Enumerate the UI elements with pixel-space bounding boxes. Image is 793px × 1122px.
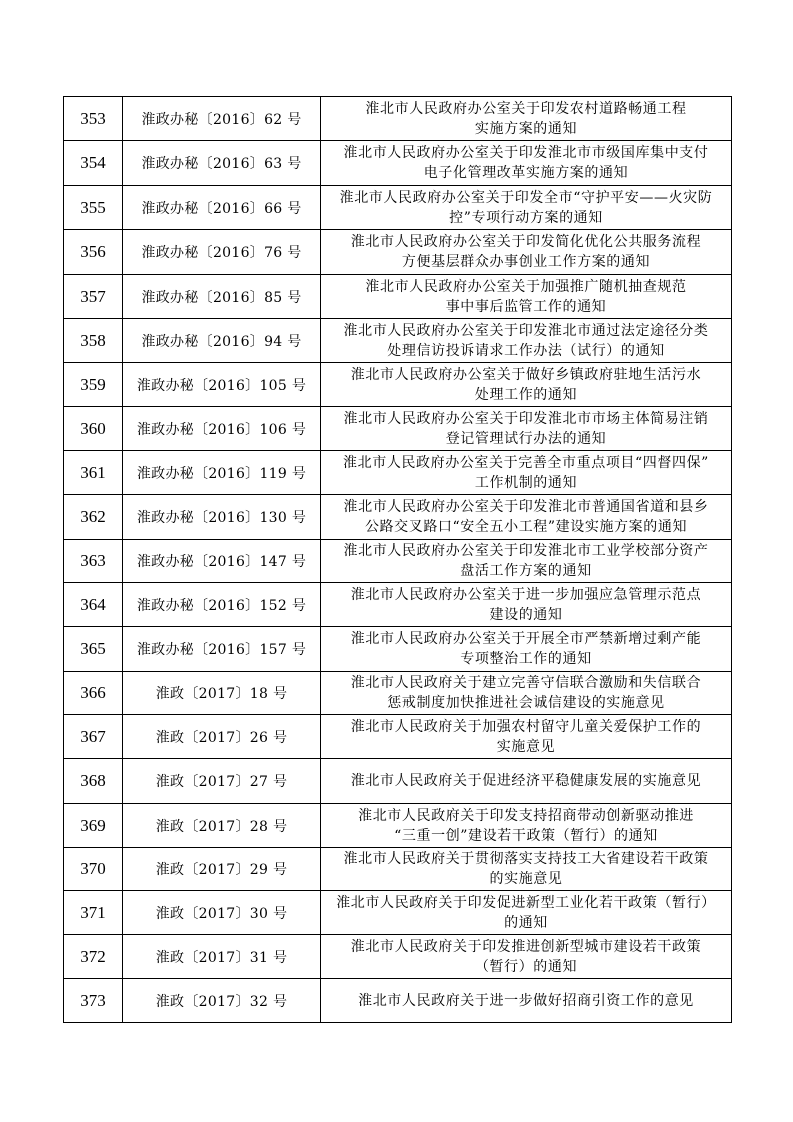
title-line: 淮北市人民政府关于进一步做好招商引资工作的意见 xyxy=(358,992,694,1009)
title-line: 方便基层群众办事创业工作方案的通知 xyxy=(401,254,651,270)
document-number: 淮政〔2017〕28 号 xyxy=(123,804,321,848)
document-number: 淮政办秘〔2016〕63 号 xyxy=(123,141,321,186)
title-line: 的实施意见 xyxy=(489,871,563,887)
title-line: 淮北市人民政府办公室关于加强推广随机抽查规范 xyxy=(365,278,687,295)
title-line: 淮北市人民政府关于印发支持招商带动创新驱动推进 xyxy=(358,807,694,824)
title-line: 登记管理试行办法的通知 xyxy=(445,430,607,447)
document-number: 淮政办秘〔2016〕62 号 xyxy=(123,97,321,141)
table-row xyxy=(64,495,732,540)
title-line: 淮北市人民政府关于贯彻落实支持技工大省建设若干政策 xyxy=(343,851,709,867)
document-number: 淮政〔2017〕27 号 xyxy=(123,759,321,804)
row-number: 369 xyxy=(64,804,123,848)
title-line: 淮北市人民政府关于促进经济平稳健康发展的实施意见 xyxy=(350,773,702,789)
title-line: 淮北市人民政府关于加强农村留守儿童关爱保护工作的 xyxy=(350,718,702,735)
row-number: 356 xyxy=(64,230,123,275)
document-number: 淮政办秘〔2016〕157 号 xyxy=(123,627,321,672)
document-title xyxy=(321,319,732,363)
title-line: 公路交叉路口“安全五小工程”建设实施方案的通知 xyxy=(364,519,688,535)
row-number: 362 xyxy=(64,495,123,540)
title-line: “三重一创”建设若干政策（暂行）的通知 xyxy=(394,827,658,844)
table-row xyxy=(64,583,732,627)
table-row xyxy=(64,935,732,979)
table-row xyxy=(64,672,732,715)
title-line: 淮北市人民政府办公室关于完善全市重点项目“四督四保” xyxy=(343,454,709,471)
table-row xyxy=(64,848,732,891)
document-title xyxy=(321,715,732,759)
document-number: 淮政办秘〔2016〕152 号 xyxy=(123,583,321,627)
row-number: 353 xyxy=(64,97,123,141)
title-line: 处理信访投诉请求工作办法（试行）的通知 xyxy=(387,342,665,359)
table-row xyxy=(64,319,732,363)
table-row xyxy=(64,451,732,495)
table-row xyxy=(64,540,732,583)
document-title xyxy=(321,230,732,275)
title-line: 淮北市人民政府关于印发促进新型工业化若干政策（暂行） xyxy=(336,894,716,911)
title-line: 专项整治工作的通知 xyxy=(460,651,592,667)
title-line: 淮北市人民政府办公室关于印发淮北市市场主体简易注销 xyxy=(343,410,709,427)
document-table xyxy=(63,96,732,1023)
document-number: 淮政办秘〔2016〕130 号 xyxy=(123,495,321,540)
document-number: 淮政〔2017〕29 号 xyxy=(123,848,321,891)
title-line: 实施方案的通知 xyxy=(474,120,578,137)
table-row xyxy=(64,275,732,319)
document-title xyxy=(321,935,732,979)
title-line: 淮北市人民政府办公室关于开展全市严禁新增过剩产能 xyxy=(350,631,702,647)
document-title xyxy=(321,583,732,627)
row-number: 355 xyxy=(64,186,123,230)
document-title xyxy=(321,891,732,935)
title-line: 盘活工作方案的通知 xyxy=(460,563,592,579)
document-number: 淮政〔2017〕18 号 xyxy=(123,672,321,715)
document-number: 淮政办秘〔2016〕94 号 xyxy=(123,319,321,363)
table-row xyxy=(64,804,732,848)
row-number: 357 xyxy=(64,275,123,319)
document-number: 淮政办秘〔2016〕147 号 xyxy=(123,540,321,583)
document-title xyxy=(321,451,732,495)
document-title xyxy=(321,759,732,804)
title-line: 淮北市人民政府办公室关于印发农村道路畅通工程 xyxy=(365,100,687,117)
row-number: 360 xyxy=(64,407,123,451)
document-title xyxy=(321,407,732,451)
title-line: 淮北市人民政府关于印发推进创新型城市建设若干政策 xyxy=(350,938,702,955)
table-body xyxy=(64,97,732,1023)
table-row xyxy=(64,759,732,804)
document-number: 淮政办秘〔2016〕76 号 xyxy=(123,230,321,275)
document-number: 淮政办秘〔2016〕119 号 xyxy=(123,451,321,495)
document-number: 淮政〔2017〕26 号 xyxy=(123,715,321,759)
document-number: 淮政办秘〔2016〕105 号 xyxy=(123,363,321,407)
table-row xyxy=(64,230,732,275)
title-line: 淮北市人民政府办公室关于印发淮北市普通国省道和县乡 xyxy=(343,499,709,515)
title-line: 事中事后监管工作的通知 xyxy=(445,298,607,315)
title-line: 惩戒制度加快推进社会诚信建设的实施意见 xyxy=(387,695,665,711)
row-number: 368 xyxy=(64,759,123,804)
title-line: 淮北市人民政府办公室关于做好乡镇政府驻地生活污水 xyxy=(350,366,702,383)
table-row xyxy=(64,363,732,407)
title-line: （暂行）的通知 xyxy=(474,958,578,975)
document-title xyxy=(321,804,732,848)
row-number: 358 xyxy=(64,319,123,363)
table-row xyxy=(64,141,732,186)
document-number: 淮政办秘〔2016〕85 号 xyxy=(123,275,321,319)
table-row xyxy=(64,407,732,451)
table-row xyxy=(64,891,732,935)
title-line: 淮北市人民政府办公室关于印发淮北市市级国库集中支付 xyxy=(343,145,709,161)
row-number: 367 xyxy=(64,715,123,759)
row-number: 363 xyxy=(64,540,123,583)
table-row xyxy=(64,715,732,759)
document-number: 淮政〔2017〕30 号 xyxy=(123,891,321,935)
table-row xyxy=(64,97,732,141)
title-line: 电子化管理改革实施方案的通知 xyxy=(423,165,629,181)
row-number: 359 xyxy=(64,363,123,407)
title-line: 淮北市人民政府办公室关于进一步加强应急管理示范点 xyxy=(350,586,702,603)
row-number: 366 xyxy=(64,672,123,715)
title-line: 工作机制的通知 xyxy=(474,474,578,491)
document-title xyxy=(321,363,732,407)
title-line: 控”专项行动方案的通知 xyxy=(449,209,603,226)
document-title xyxy=(321,97,732,141)
title-line: 处理工作的通知 xyxy=(474,386,578,403)
title-line: 建设的通知 xyxy=(489,606,563,623)
table-row xyxy=(64,979,732,1023)
document-title xyxy=(321,186,732,230)
row-number: 370 xyxy=(64,848,123,891)
document-title xyxy=(321,672,732,715)
document-number: 淮政〔2017〕31 号 xyxy=(123,935,321,979)
document-title xyxy=(321,979,732,1023)
row-number: 361 xyxy=(64,451,123,495)
row-number: 373 xyxy=(64,979,123,1023)
document-number: 淮政办秘〔2016〕106 号 xyxy=(123,407,321,451)
row-number: 371 xyxy=(64,891,123,935)
document-title xyxy=(321,495,732,540)
document-title xyxy=(321,627,732,672)
document-title xyxy=(321,275,732,319)
row-number: 365 xyxy=(64,627,123,672)
row-number: 372 xyxy=(64,935,123,979)
document-title xyxy=(321,848,732,891)
document-title xyxy=(321,540,732,583)
title-line: 淮北市人民政府办公室关于印发全市“守护平安——火灾防 xyxy=(339,189,713,206)
table-row xyxy=(64,627,732,672)
document-number: 淮政办秘〔2016〕66 号 xyxy=(123,186,321,230)
row-number: 364 xyxy=(64,583,123,627)
document-title xyxy=(321,141,732,186)
title-line: 的通知 xyxy=(504,914,548,931)
table-row xyxy=(64,186,732,230)
title-line: 淮北市人民政府办公室关于印发淮北市通过法定途径分类 xyxy=(343,322,709,339)
title-line: 淮北市人民政府关于建立完善守信联合激励和失信联合 xyxy=(350,675,702,691)
row-number: 354 xyxy=(64,141,123,186)
title-line: 淮北市人民政府办公室关于印发简化优化公共服务流程 xyxy=(350,234,702,250)
title-line: 实施意见 xyxy=(496,738,556,755)
document-number: 淮政〔2017〕32 号 xyxy=(123,979,321,1023)
title-line: 淮北市人民政府办公室关于印发淮北市工业学校部分资产 xyxy=(343,543,709,559)
